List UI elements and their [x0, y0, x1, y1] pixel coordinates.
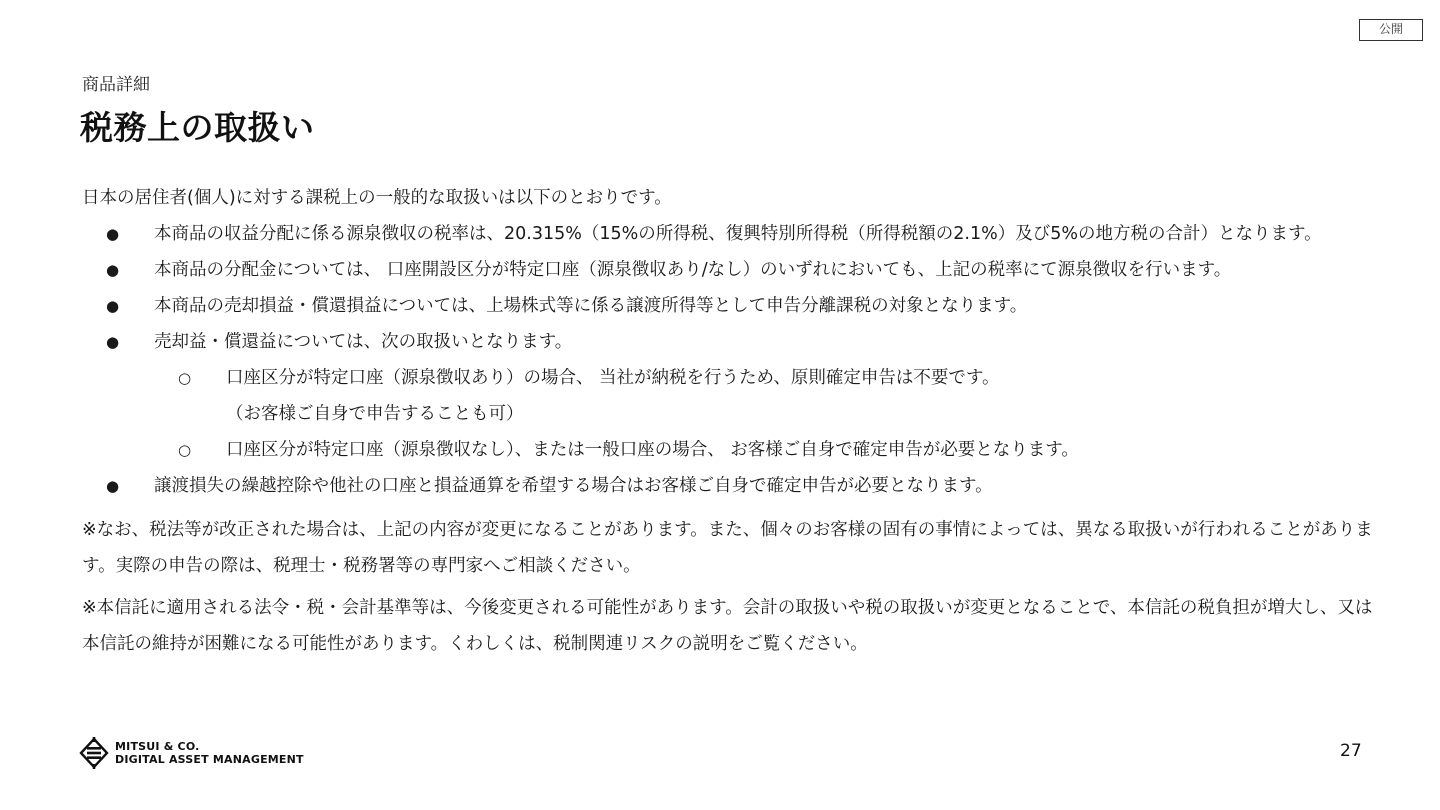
company-logo: [79, 737, 304, 769]
bullet-dot-icon: ●: [106, 333, 120, 351]
bullet-dot-icon: ●: [106, 477, 120, 495]
list-item-text: 売却益・償還益については、次の取扱いとなります。: [154, 332, 573, 352]
note-trust-regulation: ※本信託に適用される法令・税・会計基準等は、今後変更される可能性があります。会計の取扱いや税の取扱いが変更となることで、本信託の税負担が増大し、又は本信託の維持が困難になる可能性があります。くわしくは、税制関連リスクの説明をご覧ください。: [82, 598, 1373, 654]
note-tax-law-change: ※なお、税法等が改正された場合は、上記の内容が変更になることがあります。また、個々のお客様の固有の事情によっては、異なる取扱いが行われることがあります。実際の申告の際は、税理士・税務署等の専門家へご相談ください。: [82, 520, 1373, 576]
public-badge: 公開: [1359, 19, 1423, 41]
list-item: [82, 216, 1382, 252]
list-item: [82, 288, 1382, 324]
list-item-text: 譲渡損失の繰越控除や他社の口座と損益通算を希望する場合はお客様ご自身で確定申告が必要となります。: [154, 476, 993, 496]
content-body: [82, 180, 1382, 662]
company-logo-icon: [79, 737, 109, 769]
list-item-text: 本商品の売却損益・償還損益については、上場株式等に係る譲渡所得等として申告分離課税の対象となります。: [154, 296, 1028, 316]
list-item-text: 本商品の収益分配に係る源泉徴収の税率は、20.315%（15%の所得税、復興特別所得税（所得税額の2.1%）及び5%の地方税の合計）となります。: [154, 224, 1322, 244]
list-item: [82, 468, 1382, 504]
bullet-circle-icon: ○: [178, 369, 192, 387]
section-label: 商品詳細: [82, 75, 150, 95]
bullet-dot-icon: ●: [106, 261, 120, 279]
sub-bullet-list: [154, 360, 1382, 468]
bullet-dot-icon: ●: [106, 297, 120, 315]
sub-list-item: [154, 360, 1382, 432]
list-item-text: 本商品の分配金については、 口座開設区分が特定口座（源泉徴収あり/なし）のいずれにおいても、上記の税率にて源泉徴収を行います。: [154, 260, 1232, 280]
sub-list-item-text: 口座区分が特定口座（源泉徴収あり）の場合、 当社が納税を行うため、原則確定申告は不要です。: [226, 368, 1000, 388]
company-logo-text: [115, 740, 304, 766]
page-number: 27: [1340, 741, 1362, 761]
list-item: [82, 324, 1382, 468]
page-title: 税務上の取扱い: [80, 108, 315, 147]
sub-list-item: [154, 432, 1382, 468]
logo-line-1: MITSUI & CO.: [115, 740, 200, 753]
bullet-list: [82, 216, 1382, 504]
sub-list-item-text: 口座区分が特定口座（源泉徴収なし）、または一般口座の場合、 お客様ご自身で確定申告が必要となります。: [226, 440, 1079, 460]
sub-list-item-note: （お客様ご自身で申告することも可）: [226, 404, 524, 424]
logo-line-2: DIGITAL ASSET MANAGEMENT: [115, 753, 304, 766]
intro-text: 日本の居住者(個人)に対する課税上の一般的な取扱いは以下のとおりです。: [82, 188, 672, 208]
bullet-dot-icon: ●: [106, 225, 120, 243]
list-item: [82, 252, 1382, 288]
bullet-circle-icon: ○: [178, 441, 192, 459]
